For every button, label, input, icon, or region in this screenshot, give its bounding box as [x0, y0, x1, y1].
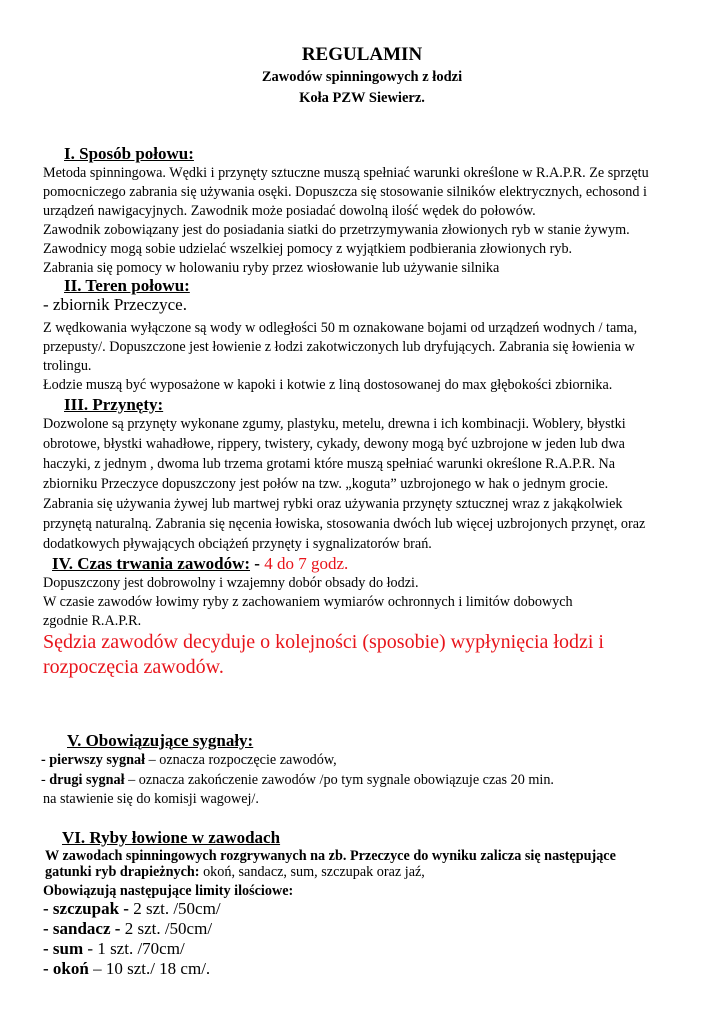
- document-subtitle: Zawodów spinningowych z łodzi: [261, 69, 463, 85]
- signal-2-text: – oznacza zakończenie zawodów /po tym sygnale obowiązuje czas 20 min.: [124, 772, 554, 788]
- document-title: REGULAMIN: [301, 44, 423, 65]
- section-4-line: W czasie zawodów łowimy ryby z zachowaniem wymiarów ochronnych i limitów dobowych: [43, 594, 573, 610]
- section-1-line: pomocniczego zabrania się używania osęki. Dopuszcza się stosowanie silników elektrycznych, echosond i: [43, 184, 647, 200]
- limit-species: - sandacz -: [43, 919, 125, 938]
- section-1-line: Zawodnik zobowiązany jest do posiadania siatki do przetrzymywania złowionych ryb w stanie żywym.: [43, 222, 630, 238]
- section-3-line: haczyki, z jednym , dwoma lub trzema grotami które muszą spełniać warunki określone R.A.P.R. Na: [43, 456, 616, 472]
- limit-species: - okoń: [43, 959, 89, 978]
- section-4-duration: 4 do 7 godz.: [264, 554, 349, 573]
- section-4-line: zgodnie R.A.P.R.: [43, 613, 142, 629]
- section-2-line: Z wędkowania wyłączone są wody w odległości 50 m oznakowane bojami od urządzeń wodnych / tama,: [43, 320, 638, 336]
- limit-row: [43, 919, 212, 939]
- limit-row: [43, 899, 221, 919]
- limit-species: - sum: [43, 939, 84, 958]
- section-2-line: przepusty/. Dopuszczone jest łowienie z łodzi zakotwiczonych lub dryfujących. Zabrania się łowienia w: [43, 339, 635, 355]
- signal-1: [41, 752, 337, 769]
- section-4-heading: IV. Czas trwania zawodów:: [52, 554, 251, 573]
- section-1-line: Zabrania się pomocy w holowaniu ryby przez wiosłowanie lub używanie silnika: [43, 260, 500, 276]
- section-6-heading: VI. Ryby łowione w zawodach: [62, 828, 281, 847]
- section-6-intro: W zawodach spinningowych rozgrywanych na zb. Przeczyce do wyniku zalicza się następujące: [45, 848, 616, 864]
- judge-note-line: rozpoczęcia zawodów.: [43, 656, 224, 678]
- section-3-line: zbiorniku Przeczyce dopuszczony jest połów na tzw. „koguta” uzbrojonego w hak o jednym grocie.: [43, 476, 609, 492]
- signal-2-dash: -: [41, 772, 50, 788]
- section-3-heading: III. Przynęty:: [64, 395, 164, 414]
- signal-1-label: - pierwszy sygnał: [41, 752, 146, 768]
- section-2-heading: II. Teren połowu:: [64, 276, 190, 295]
- limit-row: [43, 939, 185, 959]
- limits-title: Obowiązują następujące limity ilościowe:: [43, 883, 294, 899]
- signal-2-label: drugi sygnał: [49, 772, 125, 788]
- section-1-line: Zawodnicy mogą sobie udzielać wszelkiej pomocy z wyjątkiem podbierania złowionych ryb.: [43, 241, 573, 257]
- section-1-line: Metoda spinningowa. Wędki i przynęty sztuczne muszą spełniać warunki określone w R.A.P.R. Ze sprzętu: [43, 165, 649, 181]
- section-6-species: [45, 864, 425, 881]
- species-list: okoń, sandacz, sum, szczupak oraz jaź,: [199, 864, 425, 880]
- section-4-heading-row: [52, 554, 348, 574]
- section-4-dash: -: [250, 554, 265, 573]
- club-name: Koła PZW Siewierz.: [299, 90, 425, 106]
- signal-2: [41, 772, 554, 789]
- section-2-place: - zbiornik Przeczyce.: [43, 295, 187, 314]
- species-label: gatunki ryb drapieżnych:: [45, 864, 200, 880]
- limit-species: - szczupak -: [43, 899, 134, 918]
- section-3-line: Zabrania się używania żywej lub martwej rybki oraz używania przynęty sztucznej wraz z jakąkolwiek: [43, 496, 623, 512]
- section-2-line: Łodzie muszą być wyposażone w kapoki i kotwie z liną dostosowanej do max głębokości zbiornika.: [43, 377, 613, 393]
- section-3-line: Dozwolone są przynęty wykonane zgumy, plastyku, metelu, drewna i ich kombinacji. Woblery, błystki: [43, 416, 626, 432]
- section-1-heading: I. Sposób połowu:: [64, 144, 194, 163]
- section-1-line: urządzeń nawigacyjnych. Zawodnik może posiadać dowolną ilość wędek do połowów.: [43, 203, 536, 219]
- section-5-heading: V. Obowiązujące sygnały:: [67, 731, 254, 750]
- section-3-line: obrotowe, błystki wahadłowe, rippery, twistery, cykady, dewony mogą być uzbrojone w jeden lub dwa: [43, 436, 625, 452]
- limit-value: 2 szt. /50cm/: [133, 899, 221, 918]
- section-3-line: przynętą naturalną. Zabrania się nęcenia łowiska, stosowania dwóch lub więcej uzbrojonych przynęt, oraz: [43, 516, 646, 532]
- signal-2-continuation: na stawienie się do komisji wagowej/.: [43, 791, 259, 807]
- limit-value: - 1 szt. /70cm/: [83, 939, 185, 958]
- judge-note-line: Sędzia zawodów decyduje o kolejności (sposobie) wypłynięcia łodzi i: [43, 631, 604, 653]
- limit-value: 2 szt. /50cm/: [124, 919, 213, 938]
- limit-row: [43, 959, 210, 979]
- signal-1-text: – oznacza rozpoczęcie zawodów,: [145, 752, 337, 768]
- section-2-line: trolingu.: [43, 358, 92, 374]
- limit-value: – 10 szt./ 18 cm/.: [88, 959, 211, 978]
- section-4-line: Dopuszczony jest dobrowolny i wzajemny dobór obsady do łodzi.: [43, 575, 419, 591]
- section-3-line: dodatkowych pływających obciążeń przynęty i sygnalizatorów brań.: [43, 536, 432, 552]
